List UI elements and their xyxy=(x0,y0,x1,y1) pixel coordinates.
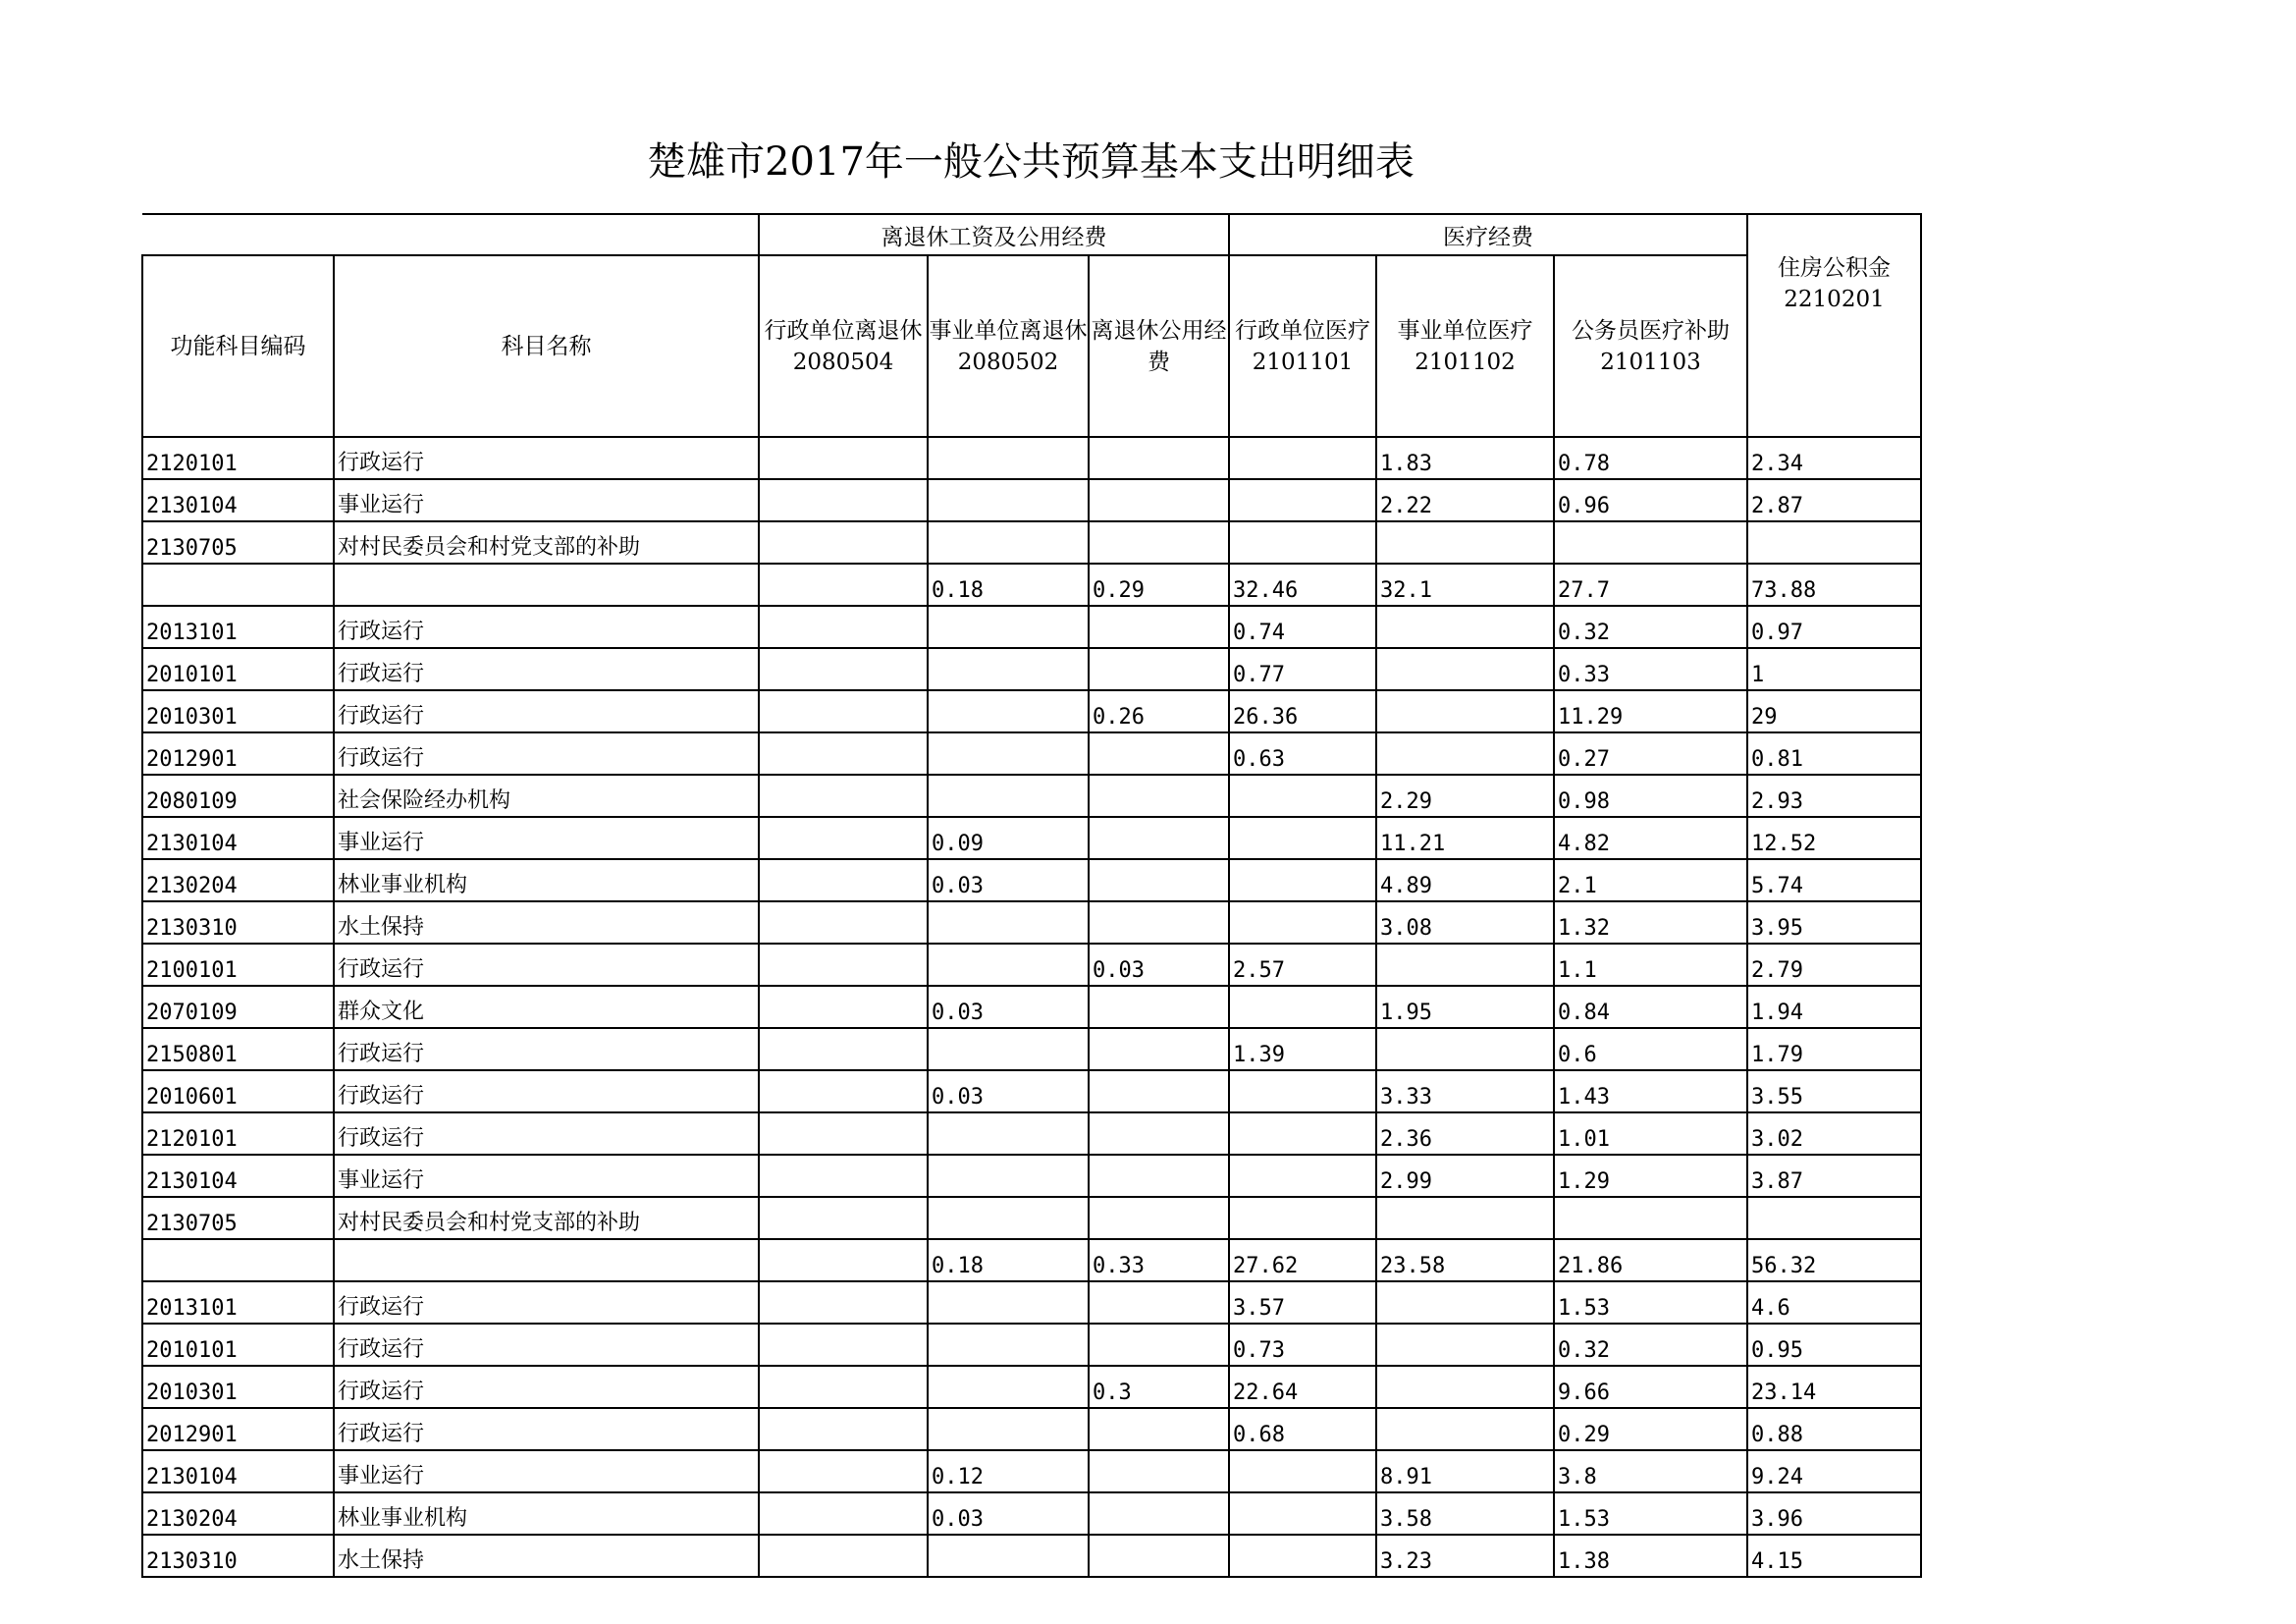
cell-amount: 1.53 xyxy=(1554,1281,1747,1324)
cell-subject-name xyxy=(334,564,759,606)
cell-amount xyxy=(759,775,928,817)
cell-code: 2120101 xyxy=(142,437,334,479)
cell-amount: 1.1 xyxy=(1554,944,1747,986)
cell-amount xyxy=(759,817,928,859)
cell-amount: 1.95 xyxy=(1376,986,1554,1028)
cell-amount xyxy=(1747,1197,1921,1239)
cell-amount: 0.32 xyxy=(1554,606,1747,648)
cell-amount xyxy=(759,521,928,564)
table-row xyxy=(142,1281,1921,1324)
cell-amount xyxy=(1229,1070,1376,1112)
cell-amount xyxy=(1089,1535,1229,1577)
column-header: 科目名称 xyxy=(334,255,759,437)
cell-amount: 0.18 xyxy=(928,564,1089,606)
cell-code: 2130705 xyxy=(142,521,334,564)
cell-amount: 0.81 xyxy=(1747,732,1921,775)
cell-amount xyxy=(928,690,1089,732)
cell-amount xyxy=(928,901,1089,944)
cell-amount: 0.63 xyxy=(1229,732,1376,775)
cell-amount xyxy=(1089,479,1229,521)
cell-subject-name xyxy=(334,1239,759,1281)
cell-amount xyxy=(759,1492,928,1535)
cell-amount: 0.29 xyxy=(1554,1408,1747,1450)
cell-amount: 3.57 xyxy=(1229,1281,1376,1324)
cell-amount: 4.15 xyxy=(1747,1535,1921,1577)
table-row xyxy=(142,564,1921,606)
cell-amount: 32.1 xyxy=(1376,564,1554,606)
cell-amount xyxy=(1089,1112,1229,1155)
cell-amount xyxy=(759,732,928,775)
cell-subject-name: 林业事业机构 xyxy=(334,1492,759,1535)
cell-amount: 9.66 xyxy=(1554,1366,1747,1408)
cell-code: 2130104 xyxy=(142,1155,334,1197)
cell-amount xyxy=(759,1155,928,1197)
cell-amount xyxy=(1089,901,1229,944)
column-header: 行政单位医疗2101101 xyxy=(1229,255,1376,437)
cell-amount xyxy=(759,690,928,732)
cell-subject-name: 事业运行 xyxy=(334,1450,759,1492)
table-row xyxy=(142,479,1921,521)
cell-amount: 2.22 xyxy=(1376,479,1554,521)
cell-amount: 1.01 xyxy=(1554,1112,1747,1155)
table-row xyxy=(142,1324,1921,1366)
cell-amount: 0.84 xyxy=(1554,986,1747,1028)
cell-code: 2013101 xyxy=(142,1281,334,1324)
cell-amount xyxy=(759,944,928,986)
cell-amount: 0.03 xyxy=(928,986,1089,1028)
cell-subject-name: 林业事业机构 xyxy=(334,859,759,901)
table-row xyxy=(142,1112,1921,1155)
table-row xyxy=(142,775,1921,817)
cell-amount: 0.6 xyxy=(1554,1028,1747,1070)
cell-amount xyxy=(928,944,1089,986)
table-row xyxy=(142,648,1921,690)
cell-amount: 0.96 xyxy=(1554,479,1747,521)
cell-amount xyxy=(1229,1155,1376,1197)
cell-subject-name: 行政运行 xyxy=(334,437,759,479)
table-row xyxy=(142,859,1921,901)
cell-amount xyxy=(759,901,928,944)
cell-code: 2080109 xyxy=(142,775,334,817)
column-header: 行政单位离退休2080504 xyxy=(759,255,928,437)
cell-amount xyxy=(1376,521,1554,564)
cell-amount xyxy=(1229,986,1376,1028)
cell-amount: 23.14 xyxy=(1747,1366,1921,1408)
cell-amount xyxy=(1229,1492,1376,1535)
cell-amount: 0.32 xyxy=(1554,1324,1747,1366)
cell-amount: 12.52 xyxy=(1747,817,1921,859)
cell-amount xyxy=(759,1070,928,1112)
cell-amount xyxy=(1229,859,1376,901)
cell-amount: 11.29 xyxy=(1554,690,1747,732)
cell-amount xyxy=(928,479,1089,521)
cell-amount: 4.6 xyxy=(1747,1281,1921,1324)
column-header: 功能科目编码 xyxy=(142,255,334,437)
cell-code: 2010301 xyxy=(142,1366,334,1408)
cell-amount: 23.58 xyxy=(1376,1239,1554,1281)
cell-amount: 0.09 xyxy=(928,817,1089,859)
cell-amount xyxy=(759,1112,928,1155)
cell-subject-name: 行政运行 xyxy=(334,1324,759,1366)
cell-amount: 3.96 xyxy=(1747,1492,1921,1535)
cell-amount xyxy=(759,1197,928,1239)
cell-amount xyxy=(759,648,928,690)
cell-amount: 3.87 xyxy=(1747,1155,1921,1197)
cell-amount: 0.73 xyxy=(1229,1324,1376,1366)
cell-subject-name: 行政运行 xyxy=(334,1070,759,1112)
table-row xyxy=(142,944,1921,986)
cell-amount xyxy=(1089,775,1229,817)
cell-code: 2010301 xyxy=(142,690,334,732)
cell-subject-name: 事业运行 xyxy=(334,1155,759,1197)
cell-amount xyxy=(759,1239,928,1281)
cell-amount: 3.33 xyxy=(1376,1070,1554,1112)
cell-amount xyxy=(759,479,928,521)
cell-amount: 29 xyxy=(1747,690,1921,732)
cell-amount: 8.91 xyxy=(1376,1450,1554,1492)
cell-amount xyxy=(1089,986,1229,1028)
cell-amount: 1 xyxy=(1747,648,1921,690)
cell-amount: 1.94 xyxy=(1747,986,1921,1028)
cell-amount xyxy=(1376,1408,1554,1450)
cell-amount: 0.29 xyxy=(1089,564,1229,606)
cell-amount xyxy=(1089,1281,1229,1324)
cell-amount xyxy=(1229,1197,1376,1239)
cell-code: 2150801 xyxy=(142,1028,334,1070)
cell-amount xyxy=(1376,690,1554,732)
table-row xyxy=(142,986,1921,1028)
cell-amount: 3.95 xyxy=(1747,901,1921,944)
cell-code: 2010101 xyxy=(142,648,334,690)
cell-amount: 0.98 xyxy=(1554,775,1747,817)
cell-code xyxy=(142,564,334,606)
table-row xyxy=(142,1450,1921,1492)
cell-amount xyxy=(1376,1197,1554,1239)
cell-amount xyxy=(759,437,928,479)
cell-code: 2130705 xyxy=(142,1197,334,1239)
cell-amount xyxy=(928,732,1089,775)
cell-amount: 2.34 xyxy=(1747,437,1921,479)
table-row xyxy=(142,1535,1921,1577)
cell-amount: 3.58 xyxy=(1376,1492,1554,1535)
cell-amount xyxy=(928,1324,1089,1366)
table-row xyxy=(142,1070,1921,1112)
cell-amount: 11.21 xyxy=(1376,817,1554,859)
cell-amount: 2.1 xyxy=(1554,859,1747,901)
cell-amount xyxy=(1229,1535,1376,1577)
cell-amount xyxy=(928,1155,1089,1197)
cell-amount: 0.78 xyxy=(1554,437,1747,479)
cell-amount: 2.99 xyxy=(1376,1155,1554,1197)
cell-amount xyxy=(928,521,1089,564)
cell-code: 2100101 xyxy=(142,944,334,986)
cell-amount xyxy=(1376,1324,1554,1366)
cell-amount xyxy=(1376,944,1554,986)
cell-amount: 0.27 xyxy=(1554,732,1747,775)
cell-amount: 27.62 xyxy=(1229,1239,1376,1281)
cell-amount xyxy=(1554,1197,1747,1239)
cell-amount xyxy=(1229,479,1376,521)
cell-code xyxy=(142,1239,334,1281)
cell-amount: 0.74 xyxy=(1229,606,1376,648)
cell-amount: 1.29 xyxy=(1554,1155,1747,1197)
cell-amount xyxy=(1229,1450,1376,1492)
table-row xyxy=(142,817,1921,859)
table-row xyxy=(142,1366,1921,1408)
cell-code: 2070109 xyxy=(142,986,334,1028)
cell-amount: 0.33 xyxy=(1554,648,1747,690)
cell-amount xyxy=(1089,521,1229,564)
table-row xyxy=(142,606,1921,648)
cell-code: 2010601 xyxy=(142,1070,334,1112)
cell-amount: 3.23 xyxy=(1376,1535,1554,1577)
cell-amount xyxy=(759,1408,928,1450)
cell-amount: 21.86 xyxy=(1554,1239,1747,1281)
cell-amount xyxy=(1089,1070,1229,1112)
blank-header-cell xyxy=(142,214,759,255)
cell-amount xyxy=(928,1197,1089,1239)
table-row xyxy=(142,901,1921,944)
cell-amount xyxy=(928,1535,1089,1577)
cell-amount: 9.24 xyxy=(1747,1450,1921,1492)
cell-amount: 0.88 xyxy=(1747,1408,1921,1450)
cell-subject-name: 行政运行 xyxy=(334,732,759,775)
cell-amount xyxy=(1089,1492,1229,1535)
cell-amount xyxy=(1376,1366,1554,1408)
cell-code: 2130104 xyxy=(142,479,334,521)
cell-amount xyxy=(759,859,928,901)
cell-amount: 0.77 xyxy=(1229,648,1376,690)
table-row xyxy=(142,1028,1921,1070)
cell-amount: 1.32 xyxy=(1554,901,1747,944)
cell-amount: 22.64 xyxy=(1229,1366,1376,1408)
cell-amount xyxy=(1229,901,1376,944)
cell-amount: 2.93 xyxy=(1747,775,1921,817)
cell-amount xyxy=(1229,437,1376,479)
cell-amount xyxy=(928,648,1089,690)
table-row xyxy=(142,1239,1921,1281)
cell-code: 2120101 xyxy=(142,1112,334,1155)
cell-amount xyxy=(1376,606,1554,648)
cell-amount xyxy=(759,606,928,648)
cell-amount xyxy=(1089,1155,1229,1197)
cell-code: 2130104 xyxy=(142,1450,334,1492)
cell-subject-name: 对村民委员会和村党支部的补助 xyxy=(334,521,759,564)
cell-amount xyxy=(928,1408,1089,1450)
table-row xyxy=(142,1408,1921,1450)
cell-amount: 0.95 xyxy=(1747,1324,1921,1366)
cell-subject-name: 行政运行 xyxy=(334,1112,759,1155)
cell-amount xyxy=(1089,1408,1229,1450)
table-row xyxy=(142,1155,1921,1197)
group-header-retirement: 离退休工资及公用经费 xyxy=(759,214,1229,255)
cell-amount: 2.36 xyxy=(1376,1112,1554,1155)
cell-amount: 2.57 xyxy=(1229,944,1376,986)
page-title: 楚雄市2017年一般公共预算基本支出明细表 xyxy=(647,139,1415,185)
cell-amount xyxy=(928,1281,1089,1324)
cell-amount: 32.46 xyxy=(1229,564,1376,606)
cell-subject-name: 行政运行 xyxy=(334,1408,759,1450)
column-header: 事业单位医疗2101102 xyxy=(1376,255,1554,437)
cell-amount xyxy=(928,1366,1089,1408)
cell-subject-name: 事业运行 xyxy=(334,817,759,859)
cell-amount: 1.38 xyxy=(1554,1535,1747,1577)
cell-amount: 0.26 xyxy=(1089,690,1229,732)
cell-amount xyxy=(1089,1324,1229,1366)
cell-amount: 0.03 xyxy=(928,859,1089,901)
cell-amount: 0.97 xyxy=(1747,606,1921,648)
column-header: 住房公积金2210201 xyxy=(1747,214,1921,437)
cell-amount xyxy=(928,606,1089,648)
cell-amount: 1.53 xyxy=(1554,1492,1747,1535)
cell-amount xyxy=(928,775,1089,817)
cell-amount: 3.08 xyxy=(1376,901,1554,944)
cell-amount: 0.03 xyxy=(1089,944,1229,986)
cell-subject-name: 社会保险经办机构 xyxy=(334,775,759,817)
cell-code: 2012901 xyxy=(142,732,334,775)
cell-amount: 4.82 xyxy=(1554,817,1747,859)
cell-amount: 56.32 xyxy=(1747,1239,1921,1281)
table-row xyxy=(142,1492,1921,1535)
cell-subject-name: 行政运行 xyxy=(334,1281,759,1324)
cell-amount: 0.03 xyxy=(928,1492,1089,1535)
cell-amount xyxy=(1376,732,1554,775)
cell-amount: 27.7 xyxy=(1554,564,1747,606)
cell-subject-name: 水土保持 xyxy=(334,901,759,944)
cell-amount: 5.74 xyxy=(1747,859,1921,901)
cell-code: 2012901 xyxy=(142,1408,334,1450)
cell-amount: 4.89 xyxy=(1376,859,1554,901)
cell-amount: 0.18 xyxy=(928,1239,1089,1281)
table-row xyxy=(142,690,1921,732)
cell-amount xyxy=(759,1324,928,1366)
table-row xyxy=(142,437,1921,479)
cell-amount: 2.29 xyxy=(1376,775,1554,817)
cell-amount xyxy=(1089,1197,1229,1239)
cell-amount xyxy=(759,564,928,606)
cell-code: 2130104 xyxy=(142,817,334,859)
cell-subject-name: 行政运行 xyxy=(334,1028,759,1070)
cell-subject-name: 行政运行 xyxy=(334,944,759,986)
cell-code: 2130204 xyxy=(142,859,334,901)
group-header-medical: 医疗经费 xyxy=(1229,214,1747,255)
table-row xyxy=(142,521,1921,564)
cell-code: 2130310 xyxy=(142,901,334,944)
cell-amount xyxy=(928,1028,1089,1070)
cell-amount: 1.39 xyxy=(1229,1028,1376,1070)
cell-amount xyxy=(759,1028,928,1070)
cell-amount xyxy=(1376,1028,1554,1070)
cell-subject-name: 行政运行 xyxy=(334,690,759,732)
cell-amount xyxy=(1229,521,1376,564)
cell-amount xyxy=(928,1112,1089,1155)
column-header: 公务员医疗补助2101103 xyxy=(1554,255,1747,437)
cell-amount xyxy=(1089,859,1229,901)
cell-amount: 1.79 xyxy=(1747,1028,1921,1070)
cell-amount xyxy=(1089,437,1229,479)
cell-amount: 73.88 xyxy=(1747,564,1921,606)
cell-amount xyxy=(1089,732,1229,775)
cell-subject-name: 群众文化 xyxy=(334,986,759,1028)
column-header: 事业单位离退休2080502 xyxy=(928,255,1089,437)
cell-subject-name: 对村民委员会和村党支部的补助 xyxy=(334,1197,759,1239)
group-header-row xyxy=(142,214,1921,255)
cell-amount: 3.55 xyxy=(1747,1070,1921,1112)
cell-amount xyxy=(1229,775,1376,817)
cell-amount xyxy=(759,1366,928,1408)
cell-amount xyxy=(759,986,928,1028)
cell-amount: 0.03 xyxy=(928,1070,1089,1112)
column-header-row xyxy=(142,255,1921,437)
cell-amount: 1.83 xyxy=(1376,437,1554,479)
cell-amount xyxy=(1376,648,1554,690)
cell-amount xyxy=(1089,817,1229,859)
cell-amount: 3.02 xyxy=(1747,1112,1921,1155)
table-row xyxy=(142,732,1921,775)
cell-amount xyxy=(1747,521,1921,564)
column-header: 离退休公用经费 xyxy=(1089,255,1229,437)
cell-amount xyxy=(759,1535,928,1577)
cell-amount: 2.87 xyxy=(1747,479,1921,521)
cell-amount xyxy=(1089,1450,1229,1492)
cell-code: 2013101 xyxy=(142,606,334,648)
cell-code: 2130204 xyxy=(142,1492,334,1535)
cell-subject-name: 事业运行 xyxy=(334,479,759,521)
cell-amount: 26.36 xyxy=(1229,690,1376,732)
cell-amount: 3.8 xyxy=(1554,1450,1747,1492)
cell-amount: 0.68 xyxy=(1229,1408,1376,1450)
cell-amount xyxy=(1229,817,1376,859)
cell-amount xyxy=(1089,648,1229,690)
cell-amount: 1.43 xyxy=(1554,1070,1747,1112)
cell-amount xyxy=(1229,1112,1376,1155)
cell-amount xyxy=(759,1281,928,1324)
cell-subject-name: 水土保持 xyxy=(334,1535,759,1577)
cell-amount: 0.3 xyxy=(1089,1366,1229,1408)
table-row xyxy=(142,1197,1921,1239)
cell-subject-name: 行政运行 xyxy=(334,606,759,648)
cell-amount: 2.79 xyxy=(1747,944,1921,986)
budget-table xyxy=(141,213,1922,1578)
cell-amount xyxy=(928,437,1089,479)
cell-subject-name: 行政运行 xyxy=(334,648,759,690)
cell-code: 2010101 xyxy=(142,1324,334,1366)
cell-subject-name: 行政运行 xyxy=(334,1366,759,1408)
cell-amount: 0.33 xyxy=(1089,1239,1229,1281)
cell-amount: 0.12 xyxy=(928,1450,1089,1492)
cell-amount xyxy=(1089,1028,1229,1070)
cell-code: 2130310 xyxy=(142,1535,334,1577)
cell-amount xyxy=(1089,606,1229,648)
cell-amount xyxy=(759,1450,928,1492)
cell-amount xyxy=(1554,521,1747,564)
cell-amount xyxy=(1376,1281,1554,1324)
